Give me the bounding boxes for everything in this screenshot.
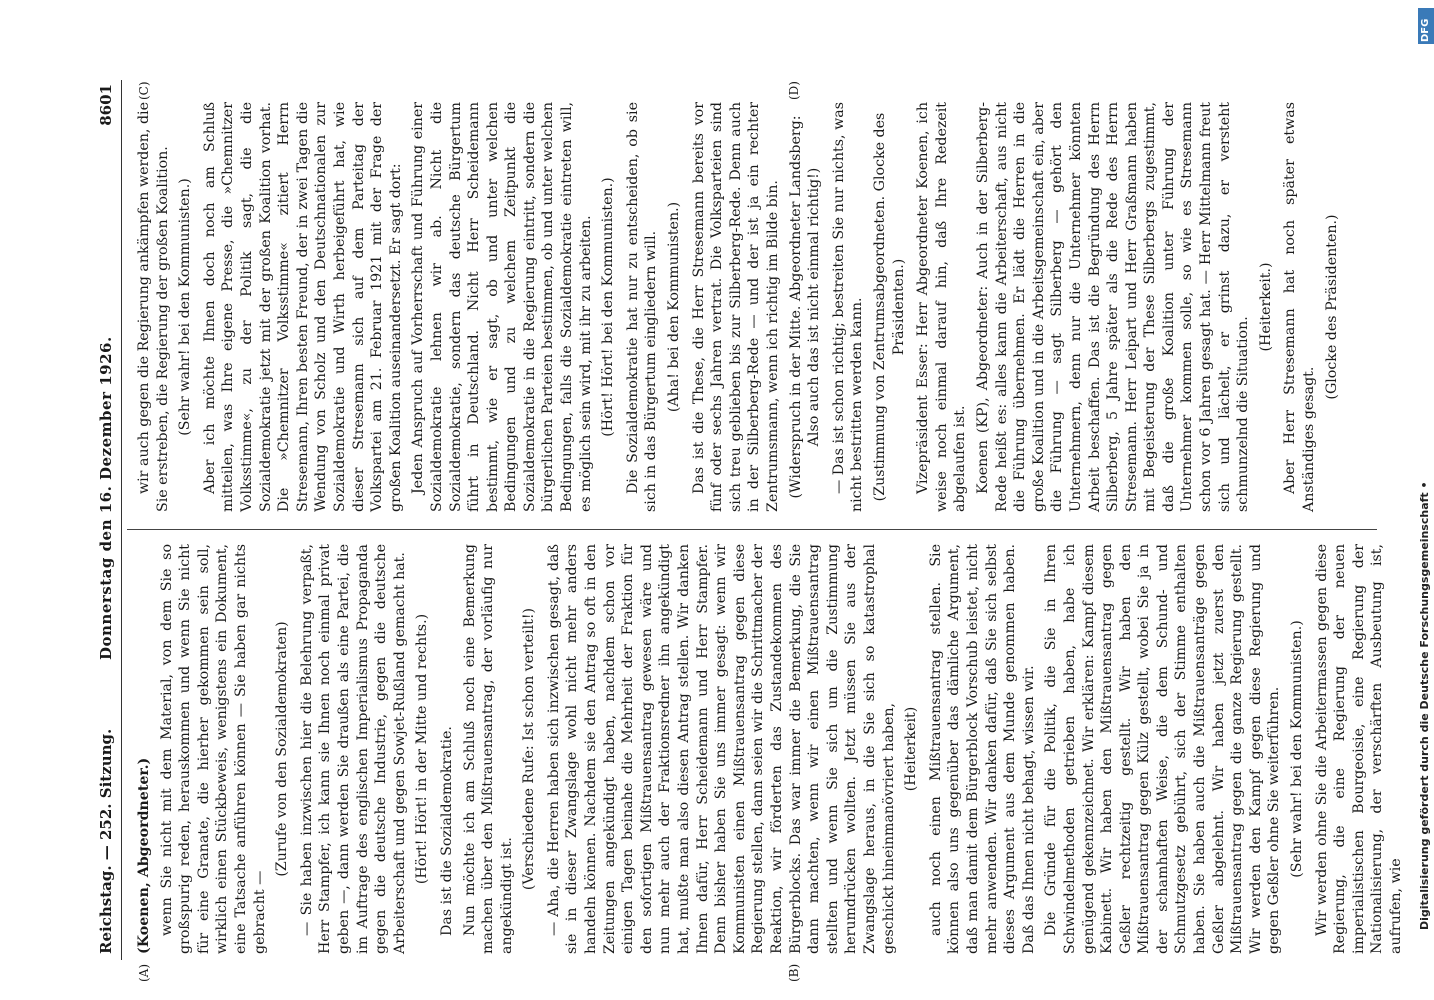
- paragraph: (Koenen, Abgeordneter.): [136, 757, 152, 954]
- interjection: (Sehr wahr! bei den Kommunisten.): [177, 178, 194, 436]
- paragraph: Das ist die Sozialdemokratie.: [438, 726, 455, 936]
- rotated-newspaper-page: [95, 80, 1404, 982]
- paragraph: Aber ich möchte Ihnen doch noch am Schluß mitteilen, was Ihre eigene Presse, die »Chemnitzer Volksstimme«, zu der Politik sagt, die die Sozialdemokratie jetzt mit der großen Koalition vorhat. Die »Chemnitzer Volksstimme« zitiert Herrn Stresemann, Ihren besten Freund, der in zwei Tagen die Wendung von Scholz und den Deutschnationalen zur Sozialdemokratie und Wirth herbeigeführt hat, wie dieser Stresemann sich auf dem Parteitag der Volkspartei am 21. Februar 1921 mit der Frage der großen Koalition auseinandersetzt. Er sagt dort:: [201, 102, 404, 512]
- dfg-logo-text: DFG: [1420, 18, 1431, 42]
- paragraph: — Sie haben inzwischen hier die Belehrung verpaßt, Herr Stampfer, ich kann sie Ihnen noch einmal privat geben —, dann werden Sie draußen als eine Partei, die im Auftrage des englischen Imperialismus Propaganda gegen die deutsche Industrie, gegen die deutsche Arbeiterschaft und gegen Sowjet-Rußland gemacht hat.: [298, 544, 408, 954]
- paragraph: Koenen (KP), Abgeordneter: Auch in der Silberberg-Rede heißt es: alles kann die Arbeiterschaft, aus nicht die Führung übernehmen. Er lädt die Herren in die große Koalition und in die Arbeitsgemeinschaft ein, aber die Führung — sagt Silberberg — gehört den Unternehmern, denn nur die Unternehmer könnten Arbeit beschaffen. Das ist die Begründung des Herrn Silberberg, 5 Jahre später als die Rede des Herrn Stresemann. Herr Leipart und Herr Graßmann haben mit Begeisterung der These Silberbergs zugestimmt, daß die große Koalition unter Führung der Unternehmer kommen solle, so wie es Stresemann schon vor 6 Jahren gesagt hat. — Herr Mittelmann freut sich und lächelt, er grinst dazu, er versteht schmunzelnd die Situation.: [974, 102, 1252, 512]
- left-column: [135, 544, 1410, 954]
- interjection: (Heiterkeit): [903, 706, 920, 792]
- paragraph: Die Sozialdemokratie hat nur zu entscheiden, ob sie sich in das Bürgertum eingliedern will.: [624, 102, 660, 512]
- interjection: (Hört! Hört! in der Mitte und rechts.): [414, 613, 431, 885]
- margin-mark-c: (C): [137, 81, 151, 100]
- column-divider: [127, 529, 1377, 530]
- paragraph: Vizepräsident Esser: Herr Abgeordneter Koenen, ich weise noch einmal darauf hin, daß Ihre Redezeit abgelaufen ist.: [915, 102, 969, 512]
- header-date: Donnerstag den 16. Dezember 1926.: [97, 336, 115, 660]
- margin-mark-d: (D): [787, 81, 801, 100]
- page-header: [95, 80, 122, 960]
- page-number: 8601: [97, 84, 115, 126]
- digitization-note: [1418, 80, 1434, 930]
- paragraph: — Aha, die Herren haben sich inzwischen gesagt, daß sie in dieser Zwangslage wohl nicht mehr anders handeln können. Nachdem sie den Antrag so oft in den Zeitungen angekündigt haben, nachdem schon vor einigen Tagen beinahe die Mehrheit der Fraktion für den sofortigen Mißtrauensantrag gewesen wäre und nun mehr auch der Fraktionsredner ihn angekündigt hat, mußte man also diesen Antrag stellen. Wir danken Ihnen dafür, Herr Scheidemann und Herr Stampfer. Denn bisher haben Sie uns immer gesagt: wenn wir Kommunisten einen Mißtrauensantrag gegen diese Regierung stellen, dann seien wir die Schrittmacher der Reaktion, wir förderten das Zustandekommen des Bürgerblocks. Das war immer die Bemerkung, die Sie dann machten, wenn wir einen Mißtrauensantrag stellten und wenn Sie sich um die Zustimmung herumdrücken wollten. Jetzt müssen Sie aus der Zwangslage heraus, in die Sie sich so katastrophal geschickt hineinmanövriert haben,: [545, 544, 897, 954]
- margin-mark-a: (A): [137, 963, 151, 982]
- paragraph: Die Gründe für die Politik, die Sie in Ihren Schwindelmethoden getrieben haben, habe ich genügend gekennzeichnet. Wir erklären: Kampf diesem Kabinett. Wir haben den Mißtrauensantrag gegen Geßler rechtzeitig gestellt. Wir haben den Mißtrauensantrag gegen Külz gestellt, wobei Sie ja in der schamhaften Weise, die dem Schund- und Schmutzgesetz gebührt, sich der Stimme enthalten haben. Sie haben auch die Mißtrauensanträge gegen Geßler abgelehnt. Wir haben jetzt zuerst den Mißtrauensantrag gegen die ganze Regierung gestellt. Wir werden den Kampf gegen diese Regierung und gegen Geßler ohne Sie weiterführen.: [1043, 544, 1283, 954]
- interjection: (Verschiedene Rufe: Ist schon verteilt!): [521, 607, 538, 891]
- right-column: [135, 102, 1347, 512]
- paragraph: Das ist die These, die Herr Stresemann bereits vor fünf oder sechs Jahren vertrat. Die Volksparteien sind sich treu geblieben bis zur Silberberg-Rede. Denn auch in der Silberberg-Rede — und der ist ja ein rechter Zentrumsmann, wenn ich richtig im Bilde bin.: [690, 102, 781, 512]
- paragraph: Jeden Anspruch auf Vorherrschaft und Führung einer Sozialdemokratie lehnen wir ab. Nicht die Sozialdemokratie, sondern das deutsche Bürgertum führt in Deutschland. Nicht Herr Scheidemann bestimmt, wie er sagt, ob und unter welchen Bedingungen und zu welchem Zeitpunkt die Sozialdemokratie in die Regierung eintritt, sondern die bürgerlichen Parteien bestimmen, ob und unter welchen Bedingungen, falls die Sozialdemokratie eintreten will, es möglich sein wird, mit ihr zu arbeiten.: [410, 102, 594, 512]
- interjection: (Zustimmung von Zentrumsabgeordneten. Glocke des Präsidenten.): [871, 112, 907, 502]
- interjection: (Widerspruch in der Mitte. Abgeordneter Landsberg: Also auch das ist nicht einmal richtig!): [787, 115, 823, 499]
- paragraph: — Das ist schon richtig; bestreiten Sie nur nichts, was nicht bestritten werden kann.: [830, 102, 866, 512]
- paragraph: wir auch gegen die Regierung ankämpfen werden, die Sie erstreben, die Regierung der großen Koalition.: [136, 102, 171, 512]
- paragraph: Wir werden ohne Sie die Arbeitermassen gegen diese Regierung, die eine Regierung der neuen imperialistischen Bourgeoisie, eine Regierung der Nationalisierung, der verschärften Ausbeutung ist, aufrufen, wie: [1313, 544, 1404, 954]
- digitization-note-text: Digitalisierung gefördert durch die Deutsche Forschungsgemeinschaft •: [1418, 481, 1431, 930]
- margin-mark-b: (B): [787, 963, 801, 982]
- interjection: (Hört! Hört! bei den Kommunisten.): [600, 177, 617, 437]
- paragraph: Aber Herr Stresemann hat noch später etwas Anständiges gesagt.: [1282, 102, 1318, 512]
- header-left: Reichstag. — 252. Sitzung.: [97, 728, 115, 954]
- paragraph: Nun möchte ich am Schluß noch eine Bemerkung machen über den Mißtrauensantrag, der vorläufig nur angekündigt ist.: [461, 544, 515, 954]
- interjection: (Glocke des Präsidenten.): [1323, 214, 1340, 400]
- paragraph: auch noch einen Mißtrauensantrag stellen. Sie können also uns gegenüber das dämliche Argument, daß man damit dem Bürgerblock Vorschub leistet, nicht mehr anwenden. Wir danken dafür, daß Sie sich selbst dieses Argument aus dem Munde genommen haben. Daß das Ihnen nicht behagt, wissen wir.: [927, 544, 1037, 954]
- interjection: (Heiterkeit.): [1257, 262, 1274, 352]
- interjection: (Sehr wahr! bei den Kommunisten.): [1289, 620, 1306, 878]
- paragraph: wenn Sie nicht mit dem Material, von dem Sie so großspurig reden, herauskommen und wenn Sie nicht für eine Granate, die hierher gekommen sein soll, wirklich einen Stückbeweis, wenigstens ein Dokument, eine Tatsache anführen können — Sie haben gar nichts gebracht —: [158, 544, 268, 954]
- interjection: (Zurufe von den Sozialdemokraten): [274, 621, 291, 877]
- dfg-logo: [1418, 8, 1434, 44]
- interjection: (Aha! bei den Kommunisten.): [666, 201, 683, 413]
